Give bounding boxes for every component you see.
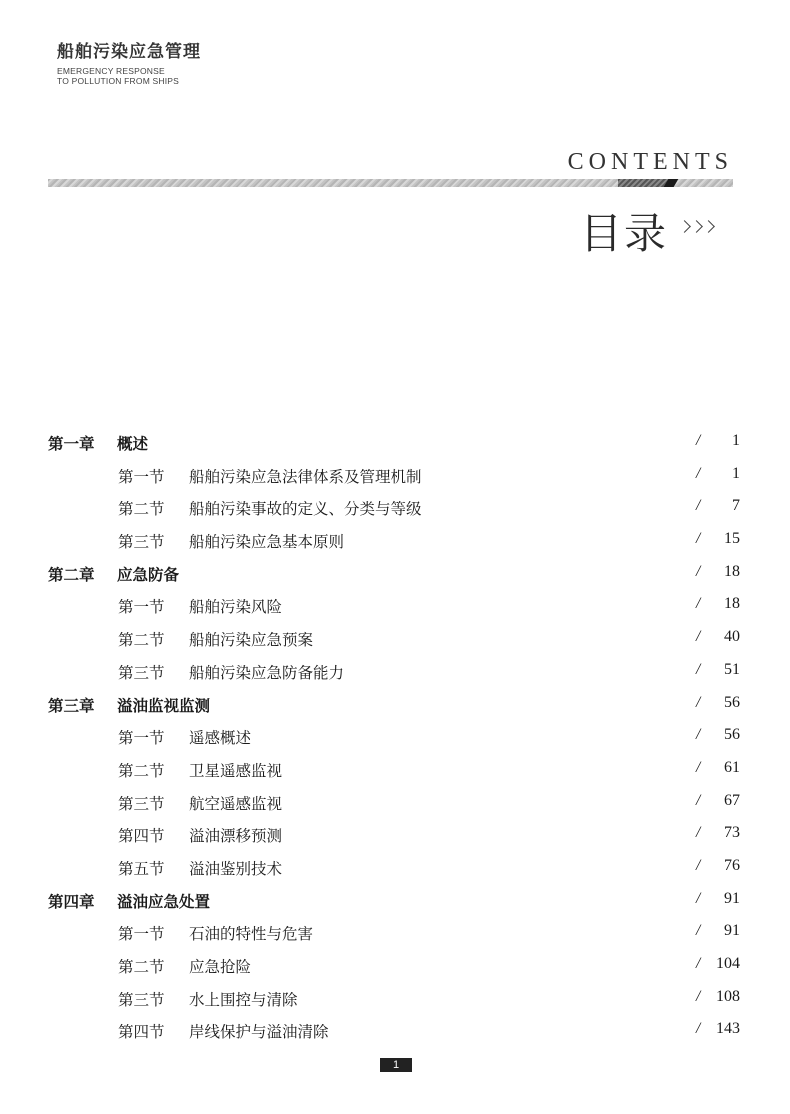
chevron-right-icon [702, 220, 715, 233]
decorative-banner [48, 179, 733, 187]
book-subtitle [57, 66, 179, 86]
toc-entry-title: 溢油应急处置 [117, 892, 211, 911]
toc-chapter-row[interactable] [0, 426, 790, 459]
toc-entry-number: 第四节 [118, 827, 165, 846]
toc-entry-number: 第一章 [48, 435, 95, 453]
toc-entry-page: 1 [732, 432, 740, 449]
toc-entry-page: 1 [732, 464, 740, 482]
toc-section-row[interactable] [0, 786, 790, 819]
toc-entry-number: 第一节 [118, 729, 165, 748]
toc-heading: 目录 [580, 209, 669, 258]
toc-entry-number: 第二节 [118, 958, 165, 976]
toc-entry-page: 76 [724, 856, 740, 874]
toc-chapter-row[interactable] [0, 688, 790, 721]
toc-chapter-row[interactable] [0, 557, 790, 590]
toc-entry-separator: / [696, 562, 701, 580]
toc-entry-page: 56 [724, 726, 740, 744]
toc-entry-separator: / [696, 628, 701, 646]
toc-entry-title: 船舶污染应急法律体系及管理机制 [189, 467, 422, 486]
toc-entry-separator: / [696, 824, 701, 842]
toc-section-row[interactable] [0, 655, 790, 688]
toc-entry-number: 第一节 [118, 467, 165, 486]
toc-entry-separator: / [696, 791, 701, 809]
chevrons-icon [680, 222, 713, 231]
toc-section-row[interactable] [0, 1014, 790, 1047]
toc-entry-page: 56 [724, 693, 740, 711]
toc-entry-page: 61 [724, 758, 740, 776]
toc-entry-number: 第二章 [48, 565, 95, 584]
chevron-right-icon [690, 220, 703, 233]
toc-entry-number: 第一节 [118, 925, 165, 944]
toc-entry-number: 第四节 [118, 1023, 165, 1042]
chevron-right-icon [678, 220, 691, 233]
toc-entry-number: 第三节 [118, 533, 165, 552]
toc-entry-separator: / [696, 693, 701, 711]
toc-entry-separator: / [696, 464, 701, 482]
table-of-contents [0, 426, 790, 1047]
toc-section-row[interactable] [0, 851, 790, 884]
toc-entry-number: 第三节 [118, 794, 165, 813]
contents-heading: CONTENTS [567, 149, 733, 175]
toc-entry-number: 第二节 [118, 500, 165, 519]
toc-section-row[interactable] [0, 949, 790, 982]
toc-entry-page: 15 [724, 530, 740, 548]
toc-entry-page: 51 [724, 660, 740, 678]
toc-entry-title: 概述 [117, 435, 149, 453]
toc-section-row[interactable] [0, 982, 790, 1015]
toc-entry-separator: / [696, 987, 701, 1005]
toc-entry-page: 18 [724, 562, 740, 580]
toc-entry-number: 第四章 [48, 892, 95, 911]
toc-entry-number: 第二节 [118, 761, 165, 780]
toc-entry-title: 水上围控与清除 [189, 990, 298, 1009]
toc-entry-title: 船舶污染应急防备能力 [189, 663, 345, 682]
book-title: 船舶污染应急管理 [57, 42, 201, 62]
toc-section-row[interactable] [0, 720, 790, 753]
toc-entry-separator: / [696, 726, 701, 744]
toc-entry-separator: / [696, 530, 701, 548]
toc-entry-separator: / [696, 856, 701, 874]
toc-entry-separator: / [696, 1020, 701, 1038]
toc-entry-page: 91 [724, 889, 740, 907]
toc-entry-page: 18 [724, 595, 740, 613]
toc-entry-page: 73 [724, 824, 740, 842]
toc-entry-title: 船舶污染事故的定义、分类与等级 [189, 500, 422, 519]
toc-entry-number: 第三节 [118, 990, 165, 1009]
toc-entry-number: 第五节 [118, 859, 165, 878]
book-subtitle-line1: EMERGENCY RESPONSE [57, 66, 165, 76]
toc-entry-title: 遥感概述 [189, 729, 252, 748]
toc-section-row[interactable] [0, 459, 790, 492]
toc-entry-separator: / [696, 497, 701, 515]
toc-entry-page: 143 [716, 1020, 740, 1038]
toc-entry-separator: / [696, 955, 701, 972]
toc-entry-separator: / [696, 758, 701, 776]
toc-entry-separator: / [696, 889, 701, 907]
toc-entry-title: 应急防备 [117, 565, 180, 584]
toc-entry-separator: / [696, 432, 701, 449]
toc-entry-number: 第二节 [118, 631, 165, 650]
page-number: 1 [380, 1058, 412, 1072]
toc-entry-title: 石油的特性与危害 [189, 925, 314, 944]
toc-entry-title: 船舶污染应急预案 [189, 631, 314, 650]
toc-entry-page: 104 [716, 955, 740, 972]
toc-entry-title: 溢油鉴别技术 [189, 859, 283, 878]
toc-entry-page: 108 [716, 987, 740, 1005]
toc-entry-number: 第三节 [118, 663, 165, 682]
toc-entry-number: 第一节 [118, 598, 165, 617]
banner-dark-segment [618, 179, 670, 187]
toc-entry-title: 应急抢险 [189, 958, 252, 976]
toc-section-row[interactable] [0, 916, 790, 949]
toc-section-row[interactable] [0, 818, 790, 851]
toc-entry-page: 7 [732, 497, 740, 515]
toc-entry-separator: / [696, 595, 701, 613]
toc-entry-title: 卫星遥感监视 [189, 761, 283, 780]
toc-entry-page: 40 [724, 628, 740, 646]
toc-entry-separator: / [696, 660, 701, 678]
toc-entry-number: 第三章 [48, 696, 95, 715]
toc-section-row[interactable] [0, 524, 790, 557]
toc-entry-page: 67 [724, 791, 740, 809]
toc-chapter-row[interactable] [0, 884, 790, 917]
toc-entry-title: 溢油监视监测 [117, 696, 211, 715]
toc-entry-title: 船舶污染风险 [189, 598, 283, 617]
toc-section-row[interactable] [0, 622, 790, 655]
toc-entry-title: 船舶污染应急基本原则 [189, 533, 345, 552]
toc-section-row[interactable] [0, 589, 790, 622]
toc-entry-page: 91 [724, 922, 740, 940]
book-subtitle-line2: TO POLLUTION FROM SHIPS [57, 76, 180, 86]
toc-section-row[interactable] [0, 753, 790, 786]
toc-section-row[interactable] [0, 491, 790, 524]
toc-entry-title: 航空遥感监视 [189, 794, 283, 813]
toc-entry-title: 岸线保护与溢油清除 [189, 1023, 329, 1042]
toc-entry-title: 溢油漂移预测 [189, 827, 283, 846]
toc-entry-separator: / [696, 922, 701, 940]
